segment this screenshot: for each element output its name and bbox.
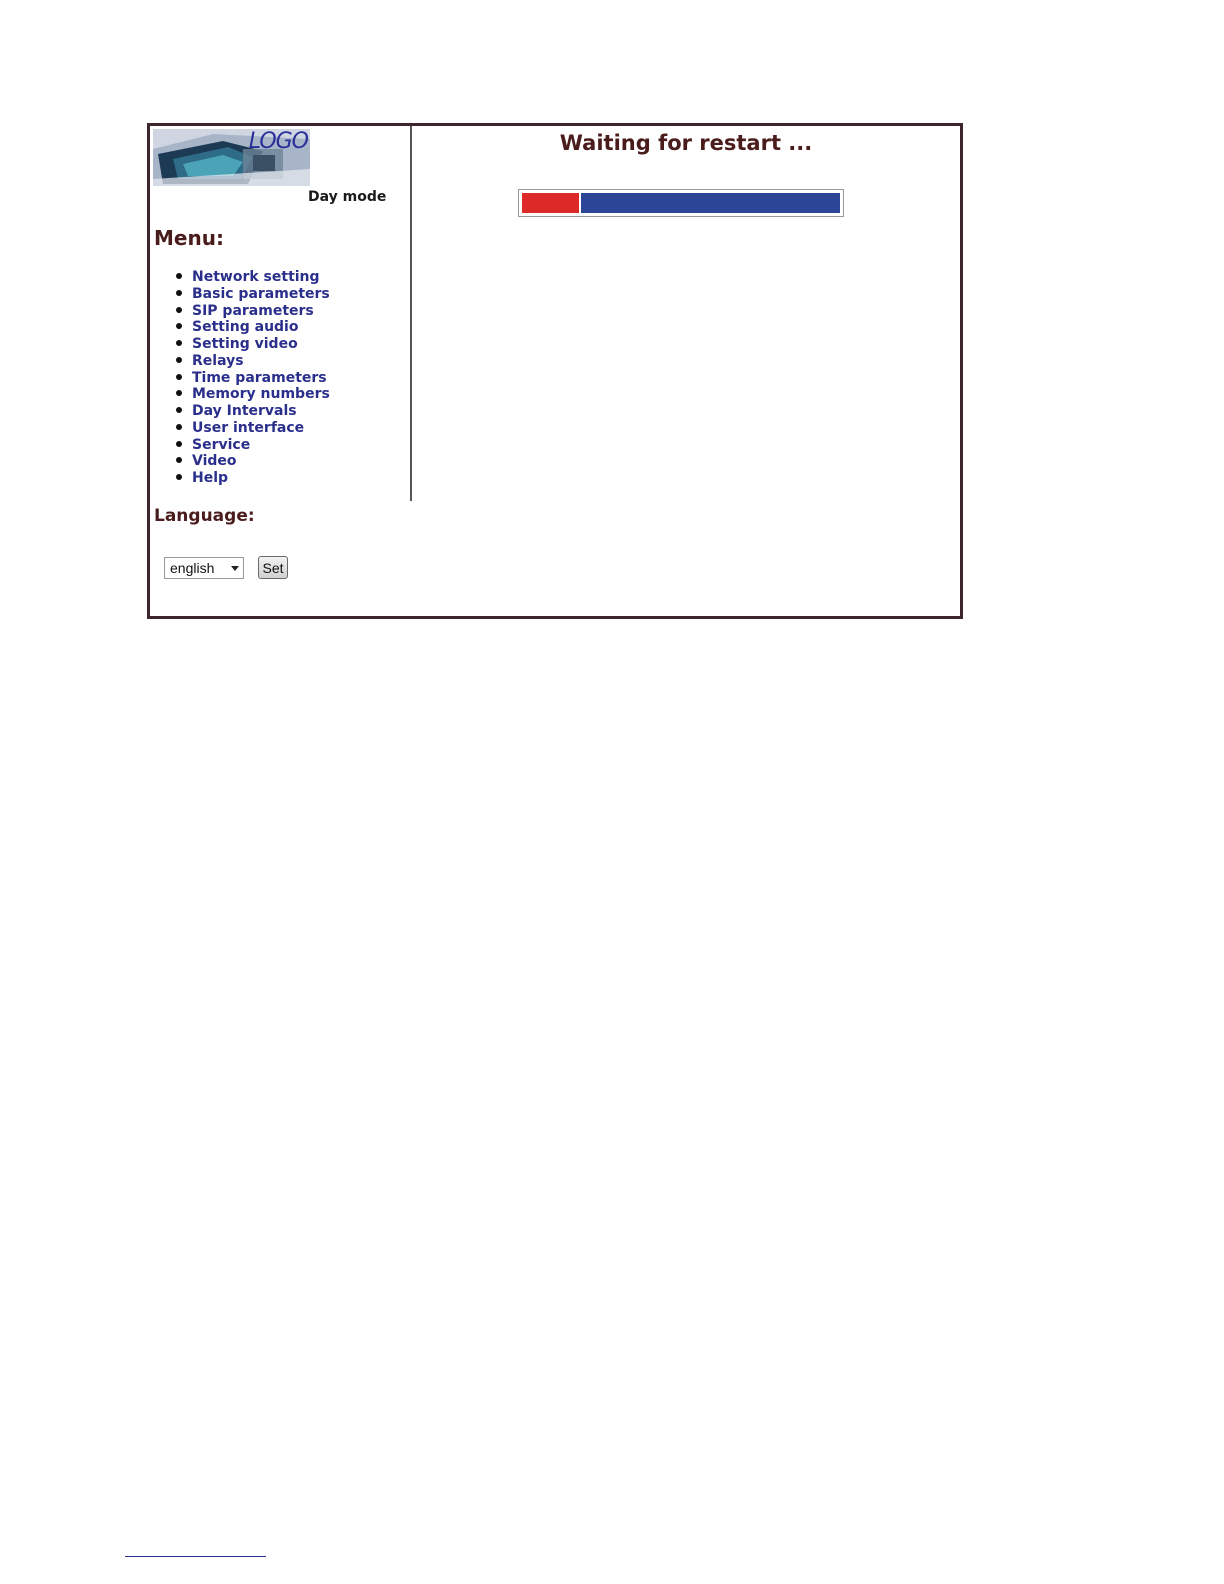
menu-item-relays xyxy=(176,353,330,370)
menu-link-video[interactable]: Video xyxy=(192,453,237,470)
language-select-value: english xyxy=(170,560,215,576)
menu-link-help[interactable]: Help xyxy=(192,470,229,486)
menu-link-setting-video[interactable]: Setting video xyxy=(192,336,298,352)
bullet-icon xyxy=(176,273,182,279)
sidebar xyxy=(150,126,412,501)
chevron-down-icon xyxy=(231,566,239,571)
page-title: Waiting for restart ... xyxy=(559,131,813,155)
menu-item-basic-parameters xyxy=(176,286,330,303)
web-ui-frame xyxy=(147,123,963,619)
bullet-icon xyxy=(176,340,182,346)
menu-link-user-interface[interactable]: User interface xyxy=(192,419,305,436)
menu-link-setting-audio[interactable]: Setting audio xyxy=(192,319,299,336)
logo-text: LOGO xyxy=(248,129,308,154)
menu-item-video xyxy=(176,453,330,470)
menu-item-setting-audio xyxy=(176,319,330,336)
bullet-icon xyxy=(176,390,182,396)
menu-link-time-parameters[interactable]: Time parameters xyxy=(192,369,327,386)
language-select[interactable] xyxy=(164,557,244,579)
menu-item-network-setting xyxy=(176,269,330,286)
bullet-icon xyxy=(176,457,182,463)
bullet-icon xyxy=(176,441,182,447)
set-language-button[interactable]: Set xyxy=(258,556,288,579)
menu-item-service xyxy=(176,437,330,454)
menu-link-sip-parameters[interactable]: SIP parameters xyxy=(192,302,314,319)
menu-item-day-intervals xyxy=(176,403,330,420)
menu-link-network-setting[interactable]: Network setting xyxy=(192,269,320,285)
footnote-divider xyxy=(125,1556,266,1557)
language-heading: Language: xyxy=(154,506,255,526)
bullet-icon xyxy=(176,290,182,296)
bullet-icon xyxy=(176,424,182,430)
bullet-icon xyxy=(176,407,182,413)
progress-fill xyxy=(522,193,581,213)
bullet-icon xyxy=(176,323,182,329)
bullet-icon xyxy=(176,474,182,480)
menu-heading: Menu: xyxy=(154,226,224,250)
menu-item-help xyxy=(176,470,330,487)
logo xyxy=(153,129,310,186)
menu-link-memory-numbers[interactable]: Memory numbers xyxy=(192,386,330,403)
menu-item-setting-video xyxy=(176,336,330,353)
restart-progress-bar xyxy=(518,189,844,217)
menu-item-user-interface xyxy=(176,420,330,437)
progress-track xyxy=(522,193,840,213)
menu-link-service[interactable]: Service xyxy=(192,436,251,453)
menu-link-day-intervals[interactable]: Day Intervals xyxy=(192,403,297,419)
bullet-icon xyxy=(176,357,182,363)
bullet-icon xyxy=(176,307,182,313)
menu-item-time-parameters xyxy=(176,370,330,387)
menu-item-memory-numbers xyxy=(176,386,330,403)
menu-item-sip-parameters xyxy=(176,303,330,320)
menu-list xyxy=(176,269,330,487)
menu-link-basic-parameters[interactable]: Basic parameters xyxy=(192,285,330,302)
bullet-icon xyxy=(176,374,182,380)
menu-link-relays[interactable]: Relays xyxy=(192,352,244,369)
day-mode-label: Day mode xyxy=(308,189,387,205)
